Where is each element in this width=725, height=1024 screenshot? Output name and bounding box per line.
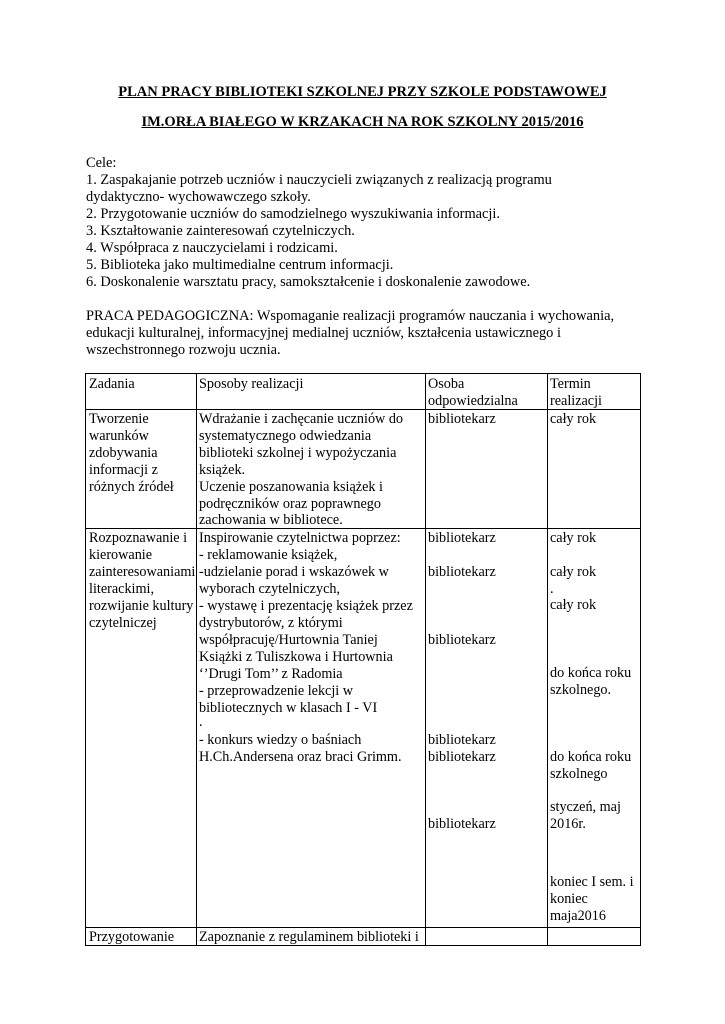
pedagogical-line: edukacji kulturalnej, informacyjnej medialnej uczniów, kształcenia ustawicznego i [86, 325, 561, 341]
header-term: realizacji [550, 393, 602, 409]
row2-method: - przeprowadzenie lekcji w [199, 683, 354, 699]
row2-person: bibliotekarz [428, 732, 496, 748]
row2-task: zainteresowaniami [89, 564, 196, 580]
row2-term: maja2016 [550, 908, 606, 924]
table-border [425, 373, 426, 946]
table-border [547, 373, 548, 946]
row2-term: koniec I sem. i [550, 874, 634, 890]
row2-task: kierowanie [89, 547, 153, 563]
row2-task: rozwijanie kultury [89, 598, 194, 614]
row1-method: zachowania w bibliotece. [199, 512, 343, 528]
row2-method: -udzielanie porad i wskazówek w [199, 564, 389, 580]
row1-task: informacji z [89, 462, 158, 478]
row2-term: do końca roku [550, 665, 632, 681]
table-border [85, 927, 640, 928]
header-methods: Sposoby realizacji [199, 376, 304, 392]
header-person: odpowiedzialna [428, 393, 518, 409]
row1-person: bibliotekarz [428, 411, 496, 427]
row1-task: Tworzenie [89, 411, 149, 427]
row2-term: cały rok [550, 530, 597, 546]
row2-term: do końca roku [550, 749, 632, 765]
row2-method: - konkurs wiedzy o baśniach [199, 732, 362, 748]
goal-line: 4. Współpraca z nauczycielami i rodzicami. [86, 240, 338, 256]
goal-line: 1. Zaspakajanie potrzeb uczniów i nauczycieli związanych z realizacją programu [86, 172, 552, 188]
row2-method: . [199, 714, 203, 730]
row2-task: literackimi, [89, 581, 155, 597]
goal-line: 5. Biblioteka jako multimedialne centrum informacji. [86, 257, 394, 273]
goal-line: 6. Doskonalenie warsztatu pracy, samokształcenie i doskonalenie zawodowe. [86, 274, 531, 290]
row1-method: biblioteki szkolnej i wypożyczania [199, 445, 397, 461]
row2-task: Rozpoznawanie i [89, 530, 188, 546]
document-title-line-2: IM.ORŁA BIAŁEGO W KRZAKACH NA ROK SZKOLNY 2015/2016 [141, 114, 584, 130]
row3-method: Zapoznanie z regulaminem biblioteki i [199, 929, 419, 945]
row2-person: bibliotekarz [428, 564, 496, 580]
row1-task: warunków [89, 428, 149, 444]
header-person: Osoba [428, 376, 465, 392]
row1-method: Uczenie poszanowania książek i [199, 479, 383, 495]
table-border [85, 373, 640, 374]
row2-method: ‘’Drugi Tom’’ z Radomia [199, 666, 343, 682]
row2-method: współpracuję/Hurtownia Taniej [199, 632, 378, 648]
row2-method: H.Ch.Andersena oraz braci Grimm. [199, 749, 402, 765]
pedagogical-line: wszechstronnego rozwoju ucznia. [86, 342, 281, 358]
row2-method: wyborach czytelniczych, [199, 581, 341, 597]
row2-person: bibliotekarz [428, 632, 496, 648]
row2-person: bibliotekarz [428, 816, 496, 832]
row2-term: szkolnego. [550, 682, 612, 698]
goals-heading: Cele: [86, 155, 117, 171]
row2-method: bibliotecznych w klasach I - VI [199, 700, 378, 716]
row2-method: - wystawę i prezentację książek przez [199, 598, 413, 614]
row2-term: styczeń, maj [550, 799, 621, 815]
row2-term: szkolnego [550, 766, 608, 782]
row2-person: bibliotekarz [428, 530, 496, 546]
row2-term: . [550, 581, 554, 597]
goal-line: 3. Kształtowanie zainteresowań czytelniczych. [86, 223, 355, 239]
table-border [196, 373, 197, 946]
row1-task: zdobywania [89, 445, 158, 461]
row1-method: systematycznego odwiedzania [199, 428, 372, 444]
goal-line: dydaktyczno- wychowawczego szkoły. [86, 189, 311, 205]
document-title-line-1: PLAN PRACY BIBLIOTEKI SZKOLNEJ PRZY SZKOLE PODSTAWOWEJ [118, 84, 607, 100]
table-border [85, 373, 86, 946]
row2-person: bibliotekarz [428, 749, 496, 765]
row2-term: cały rok [550, 564, 597, 580]
row1-method: Wdrażanie i zachęcanie uczniów do [199, 411, 404, 427]
row1-task: różnych źródeł [89, 479, 174, 495]
row2-term: 2016r. [550, 816, 586, 832]
header-tasks: Zadania [89, 376, 135, 392]
row2-method: dystrybutorów, z którymi [199, 615, 343, 631]
row1-method: podręczników oraz poprawnego [199, 496, 381, 512]
row2-method: Inspirowanie czytelnictwa poprzez: [199, 530, 401, 546]
row2-method: - reklamowanie książek, [199, 547, 338, 563]
row2-method: Książki z Tuliszkowa i Hurtownia [199, 649, 393, 665]
row1-method: książek. [199, 462, 246, 478]
row2-task: czytelniczej [89, 615, 157, 631]
table-border [85, 528, 640, 529]
pedagogical-line: PRACA PEDAGOGICZNA: Wspomaganie realizacji programów nauczania i wychowania, [86, 308, 615, 324]
header-term: Termin [550, 376, 591, 392]
row2-term: cały rok [550, 597, 597, 613]
row1-term: cały rok [550, 411, 597, 427]
row3-task: Przygotowanie [89, 929, 175, 945]
table-border [640, 373, 641, 946]
goal-line: 2. Przygotowanie uczniów do samodzielnego wyszukiwania informacji. [86, 206, 501, 222]
row2-term: koniec [550, 891, 588, 907]
